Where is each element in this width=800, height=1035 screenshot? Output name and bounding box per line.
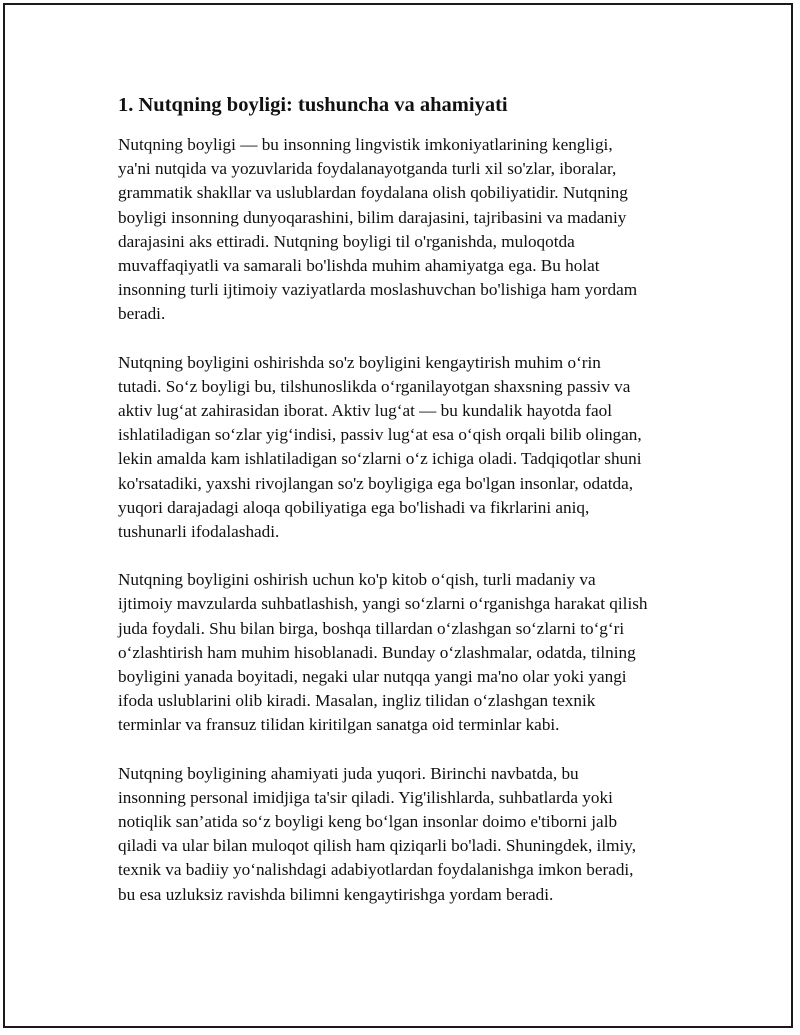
- paragraph-3: [118, 568, 684, 737]
- paragraph-1: [118, 133, 684, 327]
- text-line: terminlar va fransuz tilidan kiritilgan sanatga oid terminlar kabi.: [118, 715, 560, 735]
- text-line: juda foydali. Shu bilan birga, boshqa tillardan o‘zlashgan so‘zlarni to‘g‘ri: [118, 618, 625, 638]
- text-line: ya'ni nutqida va yozuvlarida foydalanayotganda turli xil so'zlar, iboralar,: [118, 159, 617, 179]
- text-line: beradi.: [118, 304, 166, 324]
- text-line: lekin amalda kam ishlatiladigan so‘zlarni o‘z ichiga oladi. Tadqiqotlar shuni: [118, 449, 642, 469]
- text-line: darajasini aks ettiradi. Nutqning boyligi til o'rganishda, muloqotda: [118, 231, 575, 251]
- text-line: qiladi va ular bilan muloqot qilish ham qiziqarli bo'ladi. Shuningdek, ilmiy,: [118, 836, 637, 856]
- paragraph-4: [118, 762, 684, 907]
- text-line: grammatik shakllar va uslublardan foydalana olish qobiliyatidir. Nutqning: [118, 183, 628, 203]
- text-line: ishlatiladigan so‘zlar yig‘indisi, passiv lug‘at esa o‘qish orqali bilib olingan,: [118, 425, 642, 445]
- text-line: insonning personal imidjiga ta'sir qiladi. Yig'ilishlarda, suhbatlarda yoki: [118, 787, 613, 807]
- text-line: ko'rsatadiki, yaxshi rivojlangan so'z boyligiga ega bo'lgan insonlar, odatda,: [118, 473, 634, 493]
- text-line: aktiv lug‘at zahirasidan iborat. Aktiv lug‘at — bu kundalik hayotda faol: [118, 401, 613, 421]
- text-line: boyligi insonning dunyoqarashini, bilim darajasini, tajribasini va madaniy: [118, 207, 627, 227]
- text-line: Nutqning boyligi — bu insonning lingvistik imkoniyatlarining kengligi,: [118, 135, 613, 154]
- paragraph-2: [118, 351, 684, 545]
- text-line: tutadi. So‘z boyligi bu, tilshunoslikda o‘rganilayotgan shaxsning passiv va: [118, 376, 631, 396]
- text-line: Nutqning boyligini oshirish uchun ko'p kitob o‘qish, turli madaniy va: [118, 570, 596, 590]
- text-line: bu esa uzluksiz ravishda bilimni kengaytirishga yordam beradi.: [118, 884, 554, 904]
- text-line: ifoda uslublarini olib kiradi. Masalan, ingliz tilidan o‘zlashgan texnik: [118, 691, 596, 711]
- text-line: yuqori darajadagi aloqa qobiliyatiga ega bo'lishadi va fikrlarini aniq,: [118, 497, 590, 517]
- document-body: [118, 92, 684, 931]
- text-line: Nutqning boyligini oshirishda so'z boyligini kengaytirish muhim o‘rin: [118, 352, 601, 372]
- text-line: ijtimoiy mavzularda suhbatlashish, yangi so‘zlarni o‘rganishga harakat qilish: [118, 594, 648, 614]
- text-line: insonning turli ijtimoiy vaziyatlarda moslashuvchan bo'lishiga ham yordam: [118, 280, 638, 300]
- text-line: Nutqning boyligining ahamiyati juda yuqori. Birinchi navbatda, bu: [118, 763, 579, 783]
- text-line: boyligini yanada boyitadi, negaki ular nutqqa yangi ma'no olar yoki yangi: [118, 667, 627, 687]
- text-line: muvaffaqiyatli va samarali bo'lishda muhim ahamiyatga ega. Bu holat: [118, 256, 600, 276]
- text-line: tushunarli ifodalashadi.: [118, 522, 280, 542]
- text-line: o‘zlashtirish ham muhim hisoblanadi. Bunday o‘zlashmalar, odatda, tilning: [118, 642, 636, 662]
- section-heading: 1. Nutqning boyligi: tushuncha va ahamiyati: [118, 94, 508, 116]
- text-line: texnik va badiiy yo‘nalishdagi adabiyotlardan foydalanishga imkon beradi,: [118, 860, 634, 880]
- text-line: notiqlik san’atida so‘z boyligi keng bo‘lgan insonlar doimo e'tiborni jalb: [118, 812, 618, 832]
